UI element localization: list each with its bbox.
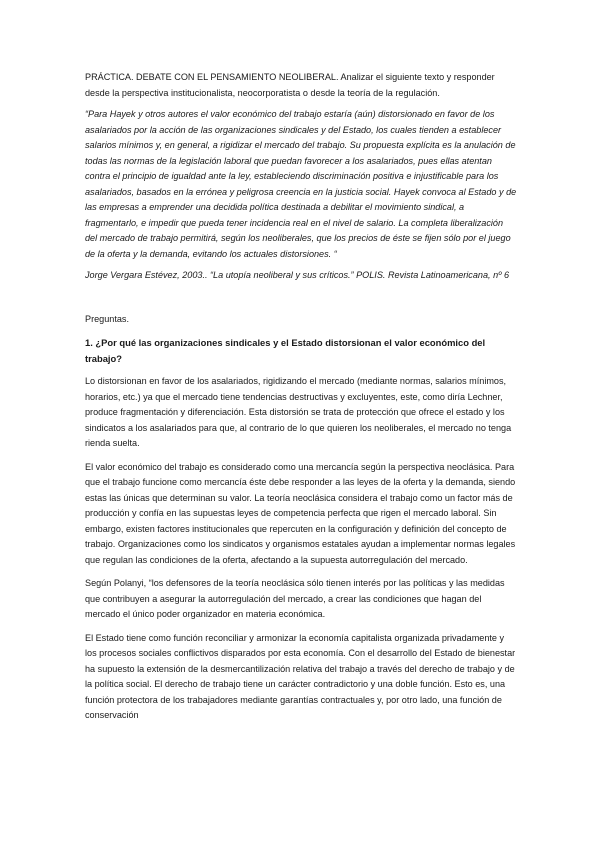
answer-paragraph: Lo distorsionan en favor de los asalariados, rigidizando el mercado (mediante normas, salarios mínimos, horarios, etc.) ya que el mercado tiene tendencias destructivas y excluyentes, este, como diría Lechner, produce fragmentación y diferenciación. Esta distorsión se trata de protección que ofrece el estado y los sindicatos a los asalariados para que, al contrario de lo que quieren los neoliberales, el mercado no tenga rienda suelta. (85, 376, 512, 448)
answer-paragraph: El valor económico del trabajo es considerado como una mercancía según la perspectiva neoclásica. Para que el trabajo funcione como mercancía éste debe responder a las leyes de la oferta y la demanda, siendo estas las únicas que determinan su valor. La teoría neoclásica considera el trabajo como un factor más de producción y confía en las supuestas leyes de competencia perfecta que rigen el mercado laboral. Sin embargo, existen factores institucionales que repercuten en la configuración y definición del concepto de trabajo. Organizaciones como los sindicatos y organismos estatales ayudan a implementar normas legales que regulan las condiciones de la oferta, afectando a la supuesta autorregulación del mercado. (85, 461, 516, 565)
answer-paragraph: El Estado tiene como función reconciliar y armonizar la economía capitalista organizada privadamente y los procesos sociales conflictivos disparados por esta economía. Con el desarrollo del Estado de bienestar ha supuesto la extensión de la desmercantilización relativa del trabajo a través del derecho de trabajo y de la política social. El derecho de trabajo tiene un carácter contradictorio y una doble función. Esto es, una función protectora de los trabajadores mediante garantías contractuales y, por otro lado, una función de conservación (85, 632, 516, 720)
document-page (85, 70, 517, 732)
quote-citation: Jorge Vergara Estévez, 2003.. “La utopía neoliberal y sus críticos.” POLIS. Revista Latinoamericana, nº 6 (85, 270, 510, 280)
practice-heading: PRÁCTICA. DEBATE CON EL PENSAMIENTO NEOLIBERAL. Analizar el siguiente texto y responder desde la perspectiva institucionalista, neocorporatista o desde la teoría de la regulación. (85, 72, 495, 98)
preguntas-label: Preguntas. (85, 313, 129, 324)
answer-paragraph: Según Polanyi, “los defensores de la teoría neoclásica sólo tienen interés por las políticas y las medidas que contribuyen a asegurar la autorregulación del mercado, a crear las condiciones que hagan del mercado el único poder organizador en materia económica. (85, 578, 505, 619)
hayek-quote: “Para Hayek y otros autores el valor económico del trabajo estaría (aún) distorsionado en favor de los asalariados por la acción de las organizaciones sindicales y del Estado, los cuales tienden a establecer salarios mínimos y, en general, a rigidizar el mercado del trabajo. Su propuesta explícita es la anulación de todas las normas de la legislación laboral que puedan favorecer a los asalariados, pues ellas atentan contra el principio de igualdad ante la ley, estableciendo discriminación positiva e injustificable para los asalariados, basados en la errónea y peligrosa creencia en la justicia social. Hayek convoca al Estado y de las empresas a emprender una decidida política destinada a debilitar el movimiento sindical, a fragmentarlo, e impedir que pueda tener incidencia real en el nivel de salario. La completa liberalización del mercado de trabajo permitirá, según los neoliberales, que los precios de éste se fijen sólo por el juego de la oferta y la demanda, evitando los actuales distorsiones. “ (85, 109, 517, 259)
question-1: 1. ¿Por qué las organizaciones sindicales y el Estado distorsionan el valor económico del trabajo? (85, 337, 486, 364)
